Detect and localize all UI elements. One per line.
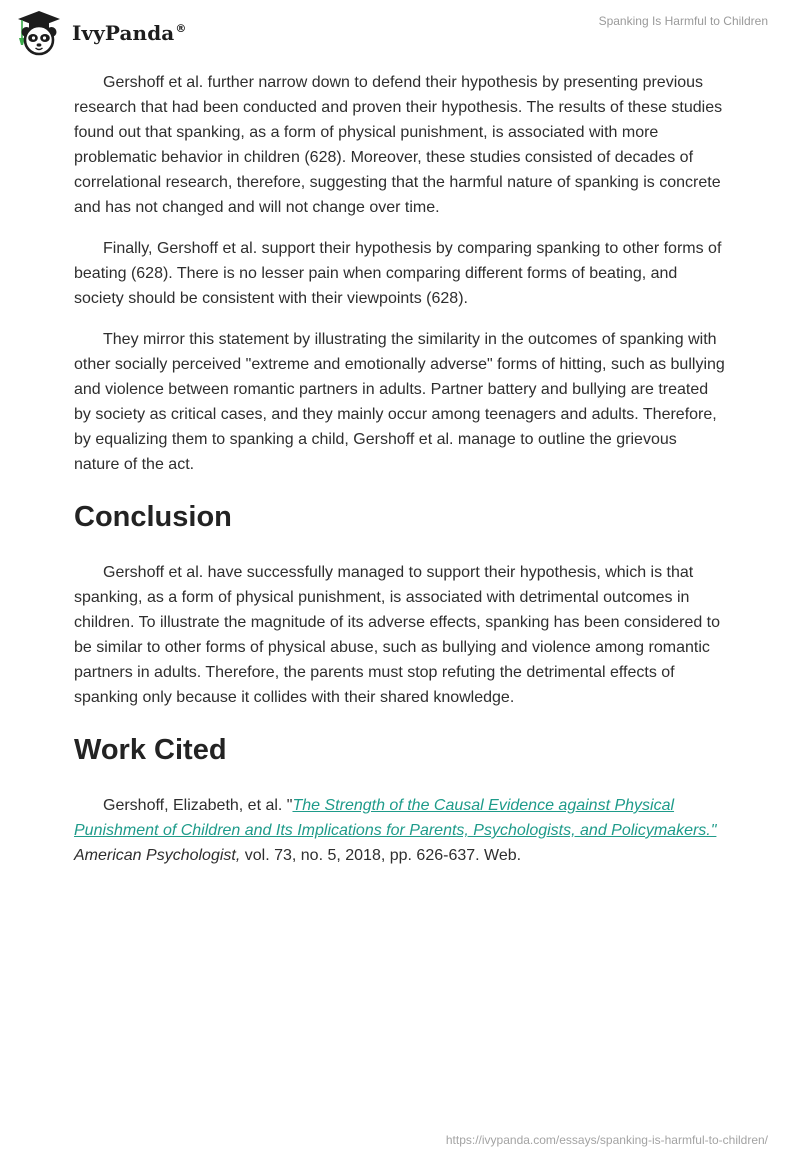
- registered-mark: ®: [175, 22, 187, 36]
- citation-title-link[interactable]: The Strength of the Causal Evidence against Physical Punishment of Children and Its Implications for Parents, Psychologists, and Policymakers.": [74, 797, 717, 839]
- document-title: Spanking Is Harmful to Children: [598, 14, 768, 28]
- citation-journal: American Psychologist,: [74, 847, 241, 864]
- works-cited-heading: Work Cited: [74, 734, 227, 766]
- body-paragraph-1: Gershoff et al. further narrow down to defend their hypothesis by presenting previous research that had been conducted and proven their hypothesis. The results of these studies found out that spanking, as a form of physical punishment, is associated with more problematic behavior in children (628). Moreover, these studies consisted of decades of correlational research, therefore, suggesting that the harmful nature of spanking is concrete and has not changed and will not change over time.: [74, 74, 723, 216]
- citation-author: Gershoff, Elizabeth, et al. ": [103, 797, 293, 814]
- brand-name: IvyPanda®: [72, 21, 187, 45]
- body-paragraph-2: Finally, Gershoff et al. support their hypothesis by comparing spanking to other forms of beating (628). There is no lesser pain when comparing different forms of beating, and society should be consistent with their viewpoints (628).: [74, 240, 722, 307]
- footer-url[interactable]: https://ivypanda.com/essays/spanking-is-harmful-to-children/: [445, 1133, 768, 1147]
- body-paragraph-3: They mirror this statement by illustrating the similarity in the outcomes of spanking with other socially perceived "extreme and emotionally adverse" forms of hitting, such as bullying and violence between romantic partners in adults. Partner battery and bullying are treated by society as critical cases, and they mainly occur among teenagers and adults. Therefore, by equalizing them to spanking a child, Gershoff et al. manage to outline the grievous nature of the act.: [74, 331, 725, 473]
- essay-content: [74, 70, 726, 884]
- citation-entry: [74, 793, 726, 868]
- citation-details: vol. 73, no. 5, 2018, pp. 626-637. Web.: [240, 847, 522, 864]
- page-header: [0, 0, 800, 64]
- brand-logo[interactable]: [14, 8, 186, 58]
- conclusion-heading: Conclusion: [74, 501, 232, 533]
- conclusion-paragraph: Gershoff et al. have successfully managed to support their hypothesis, which is that spanking, as a form of physical punishment, is associated with detrimental outcomes in children. To illustrate the magnitude of its adverse effects, spanking has been considered to be similar to other forms of physical abuse, such as bullying and violence among romantic partners in adults. Therefore, the parents must stop refuting the detrimental effects of spanking only because it collides with their shared knowledge.: [74, 564, 721, 706]
- panda-graduate-icon: [14, 8, 64, 58]
